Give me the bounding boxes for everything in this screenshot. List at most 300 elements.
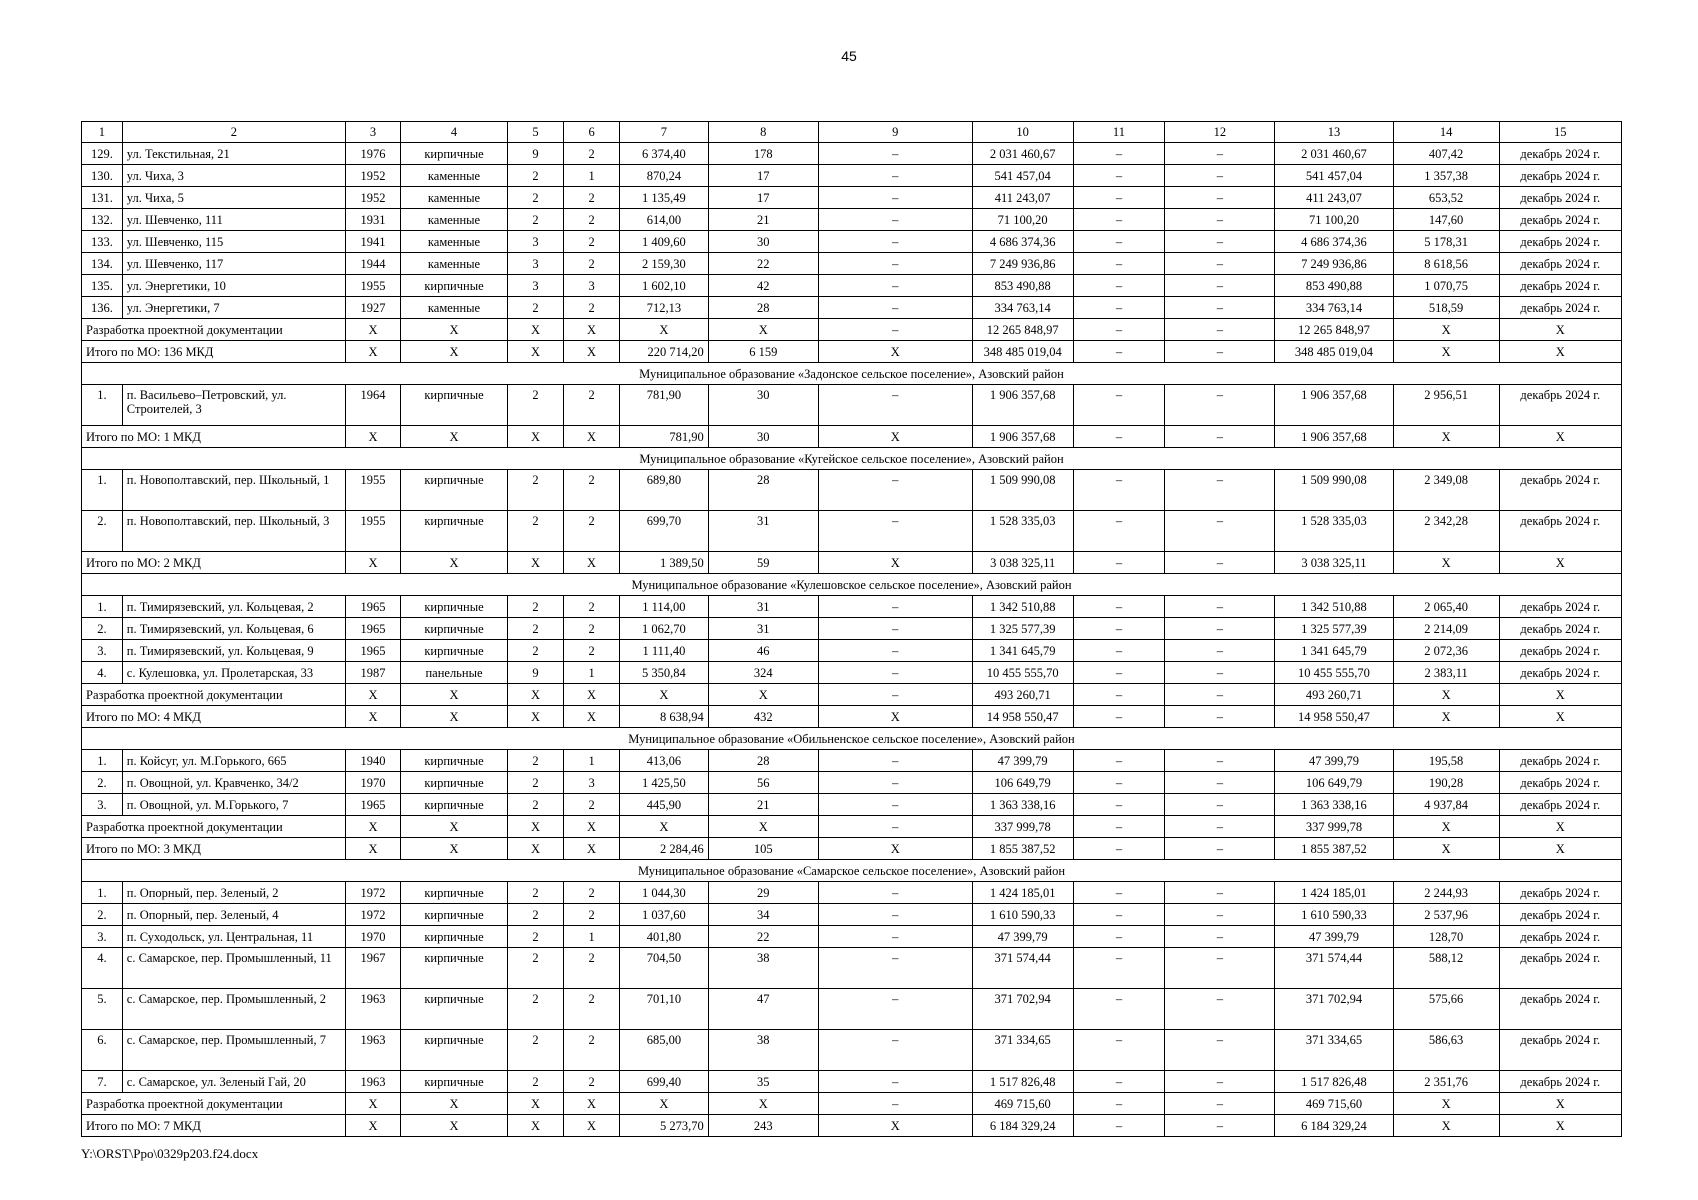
table-cell: – xyxy=(1165,794,1275,816)
table-cell: 2 xyxy=(564,209,620,231)
table-cell: – xyxy=(818,816,972,838)
table-cell: 28 xyxy=(708,750,818,772)
table-cell: декабрь 2024 г. xyxy=(1499,385,1621,426)
section-heading: Муниципальное образование «Задонское сельское поселение», Азовский район xyxy=(82,363,1622,385)
table-cell: 1 341 645,79 xyxy=(1275,640,1393,662)
table-cell: 2 xyxy=(564,470,620,511)
address-cell: ул. Энергетики, 10 xyxy=(122,275,345,297)
table-cell: – xyxy=(1073,750,1165,772)
table-cell: декабрь 2024 г. xyxy=(1499,1071,1621,1093)
table-cell: 1952 xyxy=(345,187,400,209)
summary-row xyxy=(82,706,1622,728)
table-cell: декабрь 2024 г. xyxy=(1499,297,1621,319)
table-cell: 413,06 xyxy=(620,750,709,772)
row-number-cell: 3. xyxy=(82,794,123,816)
table-cell: – xyxy=(1073,948,1165,989)
address-cell: п. Васильево–Петровский, ул. Строителей, 3 xyxy=(122,385,345,426)
table-cell: 128,70 xyxy=(1393,926,1499,948)
row-number-cell: 6. xyxy=(82,1030,123,1071)
table-cell: 1 xyxy=(564,662,620,684)
table-cell: – xyxy=(818,772,972,794)
table-cell: 35 xyxy=(708,1071,818,1093)
table-cell: 190,28 xyxy=(1393,772,1499,794)
column-number-header: 5 xyxy=(508,122,564,143)
table-cell: 28 xyxy=(708,297,818,319)
table-row xyxy=(82,926,1622,948)
table-cell: кирпичные xyxy=(401,904,508,926)
table-cell: – xyxy=(1073,772,1165,794)
table-cell: – xyxy=(818,989,972,1030)
table-cell: X xyxy=(401,706,508,728)
table-cell: 147,60 xyxy=(1393,209,1499,231)
table-cell: 1 325 577,39 xyxy=(972,618,1073,640)
table-cell: декабрь 2024 г. xyxy=(1499,1030,1621,1071)
table-cell: 1955 xyxy=(345,275,400,297)
table-cell: – xyxy=(818,319,972,341)
table-row xyxy=(82,511,1622,552)
table-cell: 5 273,70 xyxy=(620,1115,709,1137)
table-cell: кирпичные xyxy=(401,143,508,165)
table-row xyxy=(82,640,1622,662)
table-cell: 1 610 590,33 xyxy=(972,904,1073,926)
table-cell: декабрь 2024 г. xyxy=(1499,165,1621,187)
table-row xyxy=(82,209,1622,231)
table-cell: 1967 xyxy=(345,948,400,989)
table-cell: X xyxy=(564,684,620,706)
table-row xyxy=(82,882,1622,904)
summary-row xyxy=(82,684,1622,706)
table-cell: 2 xyxy=(508,165,564,187)
address-cell: ул. Энергетики, 7 xyxy=(122,297,345,319)
table-cell: декабрь 2024 г. xyxy=(1499,904,1621,926)
table-cell: X xyxy=(345,341,400,363)
address-cell: с. Кулешовка, ул. Пролетарская, 33 xyxy=(122,662,345,684)
row-number-cell: 2. xyxy=(82,904,123,926)
table-cell: 407,42 xyxy=(1393,143,1499,165)
address-cell: п. Тимирязевский, ул. Кольцевая, 9 xyxy=(122,640,345,662)
row-number-cell: 132. xyxy=(82,209,123,231)
table-cell: – xyxy=(818,143,972,165)
table-cell: 1 363 338,16 xyxy=(1275,794,1393,816)
table-cell: – xyxy=(1165,1093,1275,1115)
table-cell: 469 715,60 xyxy=(1275,1093,1393,1115)
table-cell: 1 325 577,39 xyxy=(1275,618,1393,640)
row-number-cell: 5. xyxy=(82,989,123,1030)
table-cell: X xyxy=(1499,816,1621,838)
table-cell: 2 xyxy=(508,926,564,948)
row-number-cell: 4. xyxy=(82,662,123,684)
address-cell: с. Самарское, ул. Зеленый Гай, 20 xyxy=(122,1071,345,1093)
table-cell: – xyxy=(818,662,972,684)
summary-row xyxy=(82,816,1622,838)
table-cell: X xyxy=(508,426,564,448)
table-cell: – xyxy=(1165,926,1275,948)
table-cell: – xyxy=(1165,882,1275,904)
table-cell: – xyxy=(1165,209,1275,231)
table-cell: 1 425,50 xyxy=(620,772,709,794)
table-cell: кирпичные xyxy=(401,1071,508,1093)
table-cell: 1 855 387,52 xyxy=(972,838,1073,860)
table-cell: – xyxy=(1165,1115,1275,1137)
table-cell: 469 715,60 xyxy=(972,1093,1073,1115)
section-heading-row xyxy=(82,728,1622,750)
table-cell: X xyxy=(345,1093,400,1115)
table-cell: 1 111,40 xyxy=(620,640,709,662)
column-number-header: 14 xyxy=(1393,122,1499,143)
table-cell: – xyxy=(1165,706,1275,728)
table-cell: 2 xyxy=(564,1030,620,1071)
table-cell: 38 xyxy=(708,1030,818,1071)
table-cell: – xyxy=(1165,816,1275,838)
table-cell: 411 243,07 xyxy=(1275,187,1393,209)
table-cell: – xyxy=(1073,1115,1165,1137)
table-cell: 1 517 826,48 xyxy=(1275,1071,1393,1093)
table-cell: 371 574,44 xyxy=(1275,948,1393,989)
section-heading: Муниципальное образование «Обильненское сельское поселение», Азовский район xyxy=(82,728,1622,750)
table-cell: 22 xyxy=(708,253,818,275)
table-cell: – xyxy=(1165,385,1275,426)
table-cell: X xyxy=(401,319,508,341)
table-cell: 712,13 xyxy=(620,297,709,319)
table-cell: – xyxy=(1073,231,1165,253)
table-cell: – xyxy=(818,684,972,706)
table-row xyxy=(82,662,1622,684)
address-cell: ул. Чиха, 3 xyxy=(122,165,345,187)
table-cell: 493 260,71 xyxy=(972,684,1073,706)
table-cell: 1 517 826,48 xyxy=(972,1071,1073,1093)
table-cell: – xyxy=(1073,470,1165,511)
table-cell: 47 xyxy=(708,989,818,1030)
table-cell: 2 244,93 xyxy=(1393,882,1499,904)
table-cell: X xyxy=(564,838,620,860)
table-cell: 334 763,14 xyxy=(972,297,1073,319)
table-cell: X xyxy=(1499,341,1621,363)
table-cell: X xyxy=(401,426,508,448)
table-cell: 30 xyxy=(708,385,818,426)
table-cell: 30 xyxy=(708,231,818,253)
section-heading: Муниципальное образование «Самарское сельское поселение», Азовский район xyxy=(82,860,1622,882)
table-cell: 12 265 848,97 xyxy=(1275,319,1393,341)
table-cell: – xyxy=(1165,253,1275,275)
table-cell: 3 xyxy=(508,275,564,297)
row-number-cell: 136. xyxy=(82,297,123,319)
table-cell: – xyxy=(1165,640,1275,662)
table-cell: 8 638,94 xyxy=(620,706,709,728)
table-cell: 348 485 019,04 xyxy=(972,341,1073,363)
table-cell: 1965 xyxy=(345,794,400,816)
table-cell: 1976 xyxy=(345,143,400,165)
table-cell: 2 031 460,67 xyxy=(972,143,1073,165)
table-cell: – xyxy=(1165,1071,1275,1093)
table-cell: X xyxy=(1393,684,1499,706)
section-heading-row xyxy=(82,448,1622,470)
table-cell: – xyxy=(1165,596,1275,618)
table-cell: 47 399,79 xyxy=(972,750,1073,772)
table-cell: 1 037,60 xyxy=(620,904,709,926)
table-cell: 1931 xyxy=(345,209,400,231)
summary-row xyxy=(82,426,1622,448)
table-cell: – xyxy=(1165,143,1275,165)
column-number-header: 15 xyxy=(1499,122,1621,143)
table-cell: – xyxy=(1073,816,1165,838)
summary-label: Итого по МО: 4 МКД xyxy=(82,706,346,728)
table-cell: 1 424 185,01 xyxy=(972,882,1073,904)
address-cell: п. Новополтавский, пер. Школьный, 3 xyxy=(122,511,345,552)
table-cell: 1955 xyxy=(345,511,400,552)
table-cell: 541 457,04 xyxy=(972,165,1073,187)
table-cell: 8 618,56 xyxy=(1393,253,1499,275)
column-number-header: 11 xyxy=(1073,122,1165,143)
table-cell: 9 xyxy=(508,662,564,684)
table-cell: – xyxy=(1165,1030,1275,1071)
summary-label: Итого по МО: 3 МКД xyxy=(82,838,346,860)
table-cell: 4 686 374,36 xyxy=(1275,231,1393,253)
table-cell: – xyxy=(1165,989,1275,1030)
table-cell: декабрь 2024 г. xyxy=(1499,989,1621,1030)
address-cell: п. Тимирязевский, ул. Кольцевая, 6 xyxy=(122,618,345,640)
table-cell: X xyxy=(818,341,972,363)
table-cell: X xyxy=(564,341,620,363)
table-cell: – xyxy=(1073,552,1165,574)
table-cell: 2 xyxy=(564,596,620,618)
table-cell: X xyxy=(620,319,709,341)
table-cell: декабрь 2024 г. xyxy=(1499,772,1621,794)
table-cell: 29 xyxy=(708,882,818,904)
table-cell: X xyxy=(564,1115,620,1137)
table-cell: 6 184 329,24 xyxy=(1275,1115,1393,1137)
table-cell: 2 xyxy=(564,143,620,165)
table-cell: – xyxy=(818,253,972,275)
table-cell: кирпичные xyxy=(401,772,508,794)
table-cell: каменные xyxy=(401,187,508,209)
table-cell: 1964 xyxy=(345,385,400,426)
table-cell: декабрь 2024 г. xyxy=(1499,231,1621,253)
table-cell: – xyxy=(1165,187,1275,209)
address-cell: с. Самарское, пер. Промышленный, 2 xyxy=(122,989,345,1030)
address-cell: п. Опорный, пер. Зеленый, 4 xyxy=(122,904,345,926)
table-cell: 2 xyxy=(564,618,620,640)
table-cell: – xyxy=(1165,165,1275,187)
table-cell: 2 xyxy=(508,618,564,640)
table-cell: декабрь 2024 г. xyxy=(1499,275,1621,297)
table-cell: декабрь 2024 г. xyxy=(1499,470,1621,511)
table-cell: 28 xyxy=(708,470,818,511)
table-row xyxy=(82,904,1622,926)
table-cell: 2 xyxy=(508,209,564,231)
table-cell: – xyxy=(1165,948,1275,989)
table-cell: 2 xyxy=(508,640,564,662)
table-cell: 12 265 848,97 xyxy=(972,319,1073,341)
table-cell: X xyxy=(1393,816,1499,838)
table-cell: 1965 xyxy=(345,618,400,640)
table-cell: 1963 xyxy=(345,1030,400,1071)
table-cell: 371 574,44 xyxy=(972,948,1073,989)
table-cell: X xyxy=(1393,1093,1499,1115)
row-number-cell: 1. xyxy=(82,596,123,618)
table-cell: – xyxy=(818,794,972,816)
row-number-cell: 3. xyxy=(82,640,123,662)
table-cell: – xyxy=(1073,618,1165,640)
table-cell: 371 334,65 xyxy=(972,1030,1073,1071)
table-cell: X xyxy=(401,816,508,838)
column-number-header: 9 xyxy=(818,122,972,143)
table-cell: – xyxy=(818,470,972,511)
table-cell: X xyxy=(1393,319,1499,341)
table-cell: – xyxy=(818,165,972,187)
table-cell: – xyxy=(818,1030,972,1071)
table-cell: кирпичные xyxy=(401,596,508,618)
table-row xyxy=(82,772,1622,794)
table-cell: 1 070,75 xyxy=(1393,275,1499,297)
table-cell: – xyxy=(1073,253,1165,275)
table-cell: – xyxy=(818,511,972,552)
table-cell: 2 xyxy=(564,640,620,662)
table-cell: 106 649,79 xyxy=(972,772,1073,794)
table-cell: – xyxy=(818,640,972,662)
row-number-cell: 2. xyxy=(82,772,123,794)
summary-label: Разработка проектной документации xyxy=(82,319,346,341)
table-row xyxy=(82,231,1622,253)
table-cell: 7 249 936,86 xyxy=(1275,253,1393,275)
table-cell: – xyxy=(818,926,972,948)
table-cell: – xyxy=(1165,684,1275,706)
table-cell: X xyxy=(564,816,620,838)
table-cell: 2 xyxy=(508,989,564,1030)
row-number-cell: 131. xyxy=(82,187,123,209)
table-cell: каменные xyxy=(401,297,508,319)
column-number-header: 1 xyxy=(82,122,123,143)
table-cell: – xyxy=(818,904,972,926)
table-cell: 106 649,79 xyxy=(1275,772,1393,794)
table-row xyxy=(82,948,1622,989)
table-cell: – xyxy=(1073,1071,1165,1093)
table-cell: кирпичные xyxy=(401,989,508,1030)
table-cell: X xyxy=(1499,1093,1621,1115)
table-cell: – xyxy=(1165,511,1275,552)
table-cell: – xyxy=(1073,794,1165,816)
footer-file-path: Y:\ORST\Ppo\0329p203.f24.docx xyxy=(81,1146,259,1161)
table-cell: 2 xyxy=(508,596,564,618)
table-cell: – xyxy=(1073,904,1165,926)
row-number-cell: 135. xyxy=(82,275,123,297)
table-cell: 1972 xyxy=(345,904,400,926)
table-cell: 1927 xyxy=(345,297,400,319)
table-cell: – xyxy=(1165,275,1275,297)
summary-row xyxy=(82,552,1622,574)
column-number-header: 3 xyxy=(345,122,400,143)
table-cell: кирпичные xyxy=(401,882,508,904)
table-cell: X xyxy=(401,1093,508,1115)
table-cell: X xyxy=(1393,706,1499,728)
summary-row xyxy=(82,1093,1622,1115)
table-cell: 1 xyxy=(564,926,620,948)
row-number-cell: 4. xyxy=(82,948,123,989)
table-cell: 10 455 555,70 xyxy=(1275,662,1393,684)
table-cell: 518,59 xyxy=(1393,297,1499,319)
table-cell: – xyxy=(1073,684,1165,706)
table-cell: 337 999,78 xyxy=(972,816,1073,838)
table-cell: X xyxy=(564,426,620,448)
table-cell: X xyxy=(1499,319,1621,341)
table-cell: – xyxy=(1073,882,1165,904)
table-cell: каменные xyxy=(401,231,508,253)
table-row xyxy=(82,618,1622,640)
table-cell: X xyxy=(818,426,972,448)
table-cell: 2 xyxy=(564,297,620,319)
table-cell: каменные xyxy=(401,209,508,231)
table-cell: 445,90 xyxy=(620,794,709,816)
table-cell: 31 xyxy=(708,511,818,552)
table-cell: 105 xyxy=(708,838,818,860)
table-cell: 30 xyxy=(708,426,818,448)
table-cell: – xyxy=(1165,618,1275,640)
address-cell: ул. Шевченко, 117 xyxy=(122,253,345,275)
table-cell: 337 999,78 xyxy=(1275,816,1393,838)
table-cell: 2 537,96 xyxy=(1393,904,1499,926)
table-cell: – xyxy=(1073,319,1165,341)
row-number-cell: 1. xyxy=(82,750,123,772)
table-cell: 17 xyxy=(708,165,818,187)
table-cell: 17 xyxy=(708,187,818,209)
table-row xyxy=(82,253,1622,275)
table-cell: 324 xyxy=(708,662,818,684)
table-cell: кирпичные xyxy=(401,948,508,989)
table-cell: 2 xyxy=(564,1071,620,1093)
table-cell: 3 xyxy=(564,275,620,297)
table-cell: – xyxy=(1165,662,1275,684)
table-cell: 2 xyxy=(508,1071,564,1093)
table-cell: – xyxy=(818,618,972,640)
summary-label: Итого по МО: 2 МКД xyxy=(82,552,346,574)
section-heading-row xyxy=(82,363,1622,385)
table-cell: – xyxy=(818,231,972,253)
table-cell: – xyxy=(818,948,972,989)
table-cell: X xyxy=(1499,1115,1621,1137)
table-cell: 6 184 329,24 xyxy=(972,1115,1073,1137)
table-cell: 2 284,46 xyxy=(620,838,709,860)
table-row xyxy=(82,187,1622,209)
column-number-header: 13 xyxy=(1275,122,1393,143)
table-cell: 1940 xyxy=(345,750,400,772)
table-cell: 2 xyxy=(564,253,620,275)
row-number-cell: 133. xyxy=(82,231,123,253)
table-cell: декабрь 2024 г. xyxy=(1499,640,1621,662)
table-cell: 2 xyxy=(564,794,620,816)
table-cell: 38 xyxy=(708,948,818,989)
table-cell: 1 341 645,79 xyxy=(972,640,1073,662)
table-cell: декабрь 2024 г. xyxy=(1499,882,1621,904)
table-cell: 2 031 460,67 xyxy=(1275,143,1393,165)
table-cell: 59 xyxy=(708,552,818,574)
table-cell: X xyxy=(564,1093,620,1115)
table-cell: кирпичные xyxy=(401,275,508,297)
table-cell: 699,40 xyxy=(620,1071,709,1093)
address-cell: с. Самарское, пер. Промышленный, 11 xyxy=(122,948,345,989)
column-number-header: 10 xyxy=(972,122,1073,143)
table-cell: 5 178,31 xyxy=(1393,231,1499,253)
table-cell: 1 509 990,08 xyxy=(1275,470,1393,511)
table-cell: панельные xyxy=(401,662,508,684)
table-cell: X xyxy=(1499,838,1621,860)
table-cell: X xyxy=(508,1093,564,1115)
table-row xyxy=(82,470,1622,511)
table-cell: 3 xyxy=(564,772,620,794)
table-cell: X xyxy=(345,816,400,838)
table-cell: – xyxy=(1073,662,1165,684)
table-cell: кирпичные xyxy=(401,511,508,552)
row-number-cell: 1. xyxy=(82,470,123,511)
table-cell: – xyxy=(1073,385,1165,426)
